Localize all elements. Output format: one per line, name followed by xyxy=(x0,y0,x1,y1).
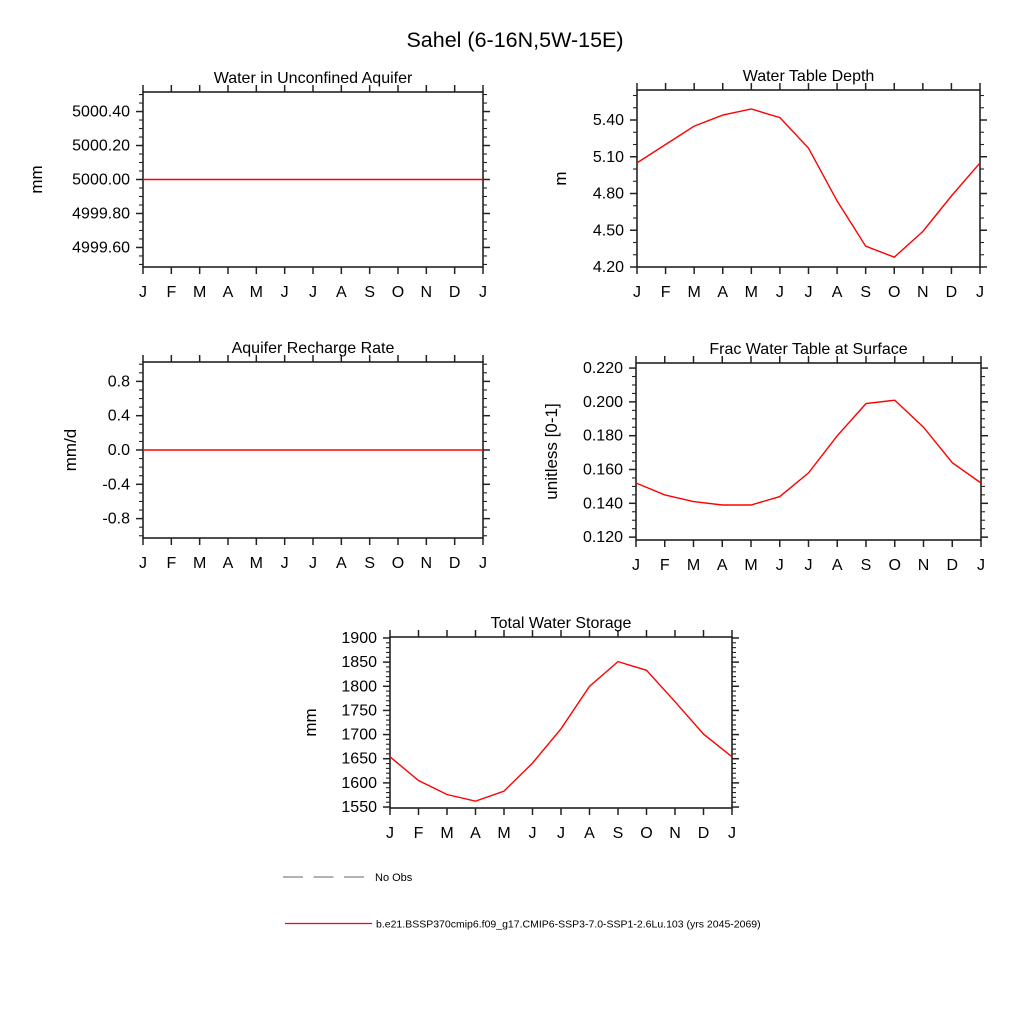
month-label: N xyxy=(917,284,929,301)
month-label: J xyxy=(479,555,487,572)
y-tick-label: 4.80 xyxy=(592,185,624,203)
y-axis-label: mm/d xyxy=(61,428,80,472)
x-axis xyxy=(386,630,736,842)
legend-series-label: b.e21.BSSP370cmip6.f09_g17.CMIP6-SSP3-7.0-SSP1-2.6Lu.103 (yrs 2045-2069) xyxy=(376,918,761,931)
month-label: O xyxy=(888,557,901,574)
y-axis xyxy=(593,96,987,276)
y-tick-label: 4999.60 xyxy=(72,239,130,257)
month-label: J xyxy=(309,284,317,301)
y-tick-label: 0.220 xyxy=(582,360,623,378)
month-label: J xyxy=(632,557,640,574)
month-label: A xyxy=(831,284,843,301)
month-label: O xyxy=(391,284,405,301)
y-tick-label: 1900 xyxy=(341,629,377,647)
month-label: J xyxy=(633,284,641,301)
series-line xyxy=(637,109,980,257)
month-label: A xyxy=(222,555,234,572)
month-label: J xyxy=(804,284,813,301)
plot-box xyxy=(636,363,981,540)
month-label: S xyxy=(364,284,376,301)
plot-box xyxy=(637,90,980,267)
y-tick-label: 5.10 xyxy=(592,148,624,166)
month-label: M xyxy=(249,555,263,572)
month-label: J xyxy=(280,555,289,572)
y-axis xyxy=(341,630,739,816)
month-label: A xyxy=(584,825,595,842)
month-label: D xyxy=(697,825,710,842)
month-label: J xyxy=(479,284,487,301)
panel-title: Water Table Depth xyxy=(742,68,875,85)
y-tick-label: 5.40 xyxy=(592,112,624,130)
month-label: A xyxy=(335,284,347,301)
y-axis-label: mm xyxy=(301,708,320,737)
month-label: F xyxy=(413,825,424,842)
y-axis-label: mm xyxy=(27,165,46,194)
y-tick-label: 1750 xyxy=(341,702,377,720)
month-label: O xyxy=(640,825,653,842)
series-line xyxy=(636,400,981,505)
x-axis xyxy=(139,355,487,572)
y-tick-label: 4.50 xyxy=(592,222,624,240)
plot-box xyxy=(390,637,732,808)
month-label: M xyxy=(440,825,454,842)
month-label: F xyxy=(166,284,177,301)
y-tick-label: -0.8 xyxy=(102,510,130,528)
month-label: J xyxy=(280,284,289,301)
month-label: A xyxy=(716,557,728,574)
y-tick-label: -0.4 xyxy=(102,476,130,494)
panel-water-in-unconfined-aquifer xyxy=(27,70,490,301)
legend-no-obs-label: No Obs xyxy=(375,872,413,884)
y-axis-label: unitless [0-1] xyxy=(542,403,561,500)
month-label: M xyxy=(686,557,701,574)
y-tick-label: 5000.00 xyxy=(72,171,130,189)
x-axis xyxy=(633,83,984,301)
month-label: A xyxy=(222,284,234,301)
y-tick-label: 0.160 xyxy=(582,461,623,479)
month-label: M xyxy=(744,557,758,574)
x-axis xyxy=(632,356,985,574)
panel-title: Frac Water Table at Surface xyxy=(709,341,908,358)
y-tick-label: 0.8 xyxy=(107,373,130,391)
panel-title: Aquifer Recharge Rate xyxy=(231,340,395,357)
month-label: D xyxy=(946,557,959,574)
month-label: J xyxy=(557,825,565,842)
month-label: J xyxy=(139,284,147,301)
panel-aquifer-recharge-rate xyxy=(61,340,490,572)
y-tick-label: 0.4 xyxy=(107,407,130,425)
series-line xyxy=(390,662,732,802)
month-label: J xyxy=(976,284,984,301)
month-label: N xyxy=(917,557,930,574)
month-label: D xyxy=(945,284,958,301)
month-label: F xyxy=(166,555,177,572)
month-label: S xyxy=(860,284,872,301)
panel-frac-water-table-at-surface xyxy=(542,341,988,574)
panel-total-water-storage xyxy=(301,615,739,842)
month-label: D xyxy=(448,555,461,572)
month-label: O xyxy=(888,284,901,301)
y-tick-label: 5000.20 xyxy=(72,137,130,155)
y-tick-label: 1550 xyxy=(341,799,377,817)
month-label: M xyxy=(249,284,263,301)
month-label: A xyxy=(717,284,729,301)
month-label: N xyxy=(420,284,433,301)
month-label: S xyxy=(612,825,624,842)
y-tick-label: 0.180 xyxy=(582,427,623,445)
y-tick-label: 4.20 xyxy=(592,259,624,276)
y-tick-label: 0.140 xyxy=(582,495,623,513)
month-label: J xyxy=(804,557,813,574)
y-tick-label: 1850 xyxy=(341,654,377,672)
panel-title: Water in Unconfined Aquifer xyxy=(213,70,413,87)
month-label: F xyxy=(659,557,670,574)
month-label: M xyxy=(497,825,511,842)
month-label: S xyxy=(860,557,872,574)
month-label: M xyxy=(687,284,701,301)
y-tick-label: 0.200 xyxy=(582,393,623,411)
y-tick-label: 1700 xyxy=(341,726,377,744)
month-label: A xyxy=(335,555,347,572)
month-label: M xyxy=(193,555,207,572)
month-label: A xyxy=(831,557,843,574)
month-label: N xyxy=(669,825,681,842)
month-label: O xyxy=(391,555,405,572)
month-label: J xyxy=(309,555,317,572)
month-label: J xyxy=(139,555,147,572)
month-label: J xyxy=(728,825,736,842)
panel-water-table-depth xyxy=(551,68,987,301)
legend xyxy=(283,872,761,931)
month-label: M xyxy=(193,284,207,301)
figure-title: Sahel (6-16N,5W-15E) xyxy=(406,28,624,52)
month-label: J xyxy=(775,557,784,574)
y-tick-label: 1600 xyxy=(341,774,377,792)
y-tick-label: 0.0 xyxy=(107,442,130,459)
y-tick-label: 0.120 xyxy=(582,529,623,547)
month-label: A xyxy=(470,825,481,842)
y-axis xyxy=(583,360,988,546)
x-axis xyxy=(139,85,487,301)
y-tick-label: 1800 xyxy=(341,678,377,696)
month-label: J xyxy=(386,825,394,842)
month-label: N xyxy=(420,555,433,572)
month-label: J xyxy=(775,284,784,301)
y-tick-label: 1650 xyxy=(341,750,377,768)
month-label: J xyxy=(977,557,985,574)
month-label: F xyxy=(660,284,671,301)
month-label: M xyxy=(744,284,758,301)
y-tick-label: 4999.80 xyxy=(72,205,130,223)
month-label: J xyxy=(528,825,537,842)
y-tick-label: 5000.40 xyxy=(72,103,130,121)
month-label: S xyxy=(364,555,376,572)
y-axis-label: m xyxy=(551,171,570,186)
month-label: D xyxy=(448,284,461,301)
panel-title: Total Water Storage xyxy=(490,615,632,632)
